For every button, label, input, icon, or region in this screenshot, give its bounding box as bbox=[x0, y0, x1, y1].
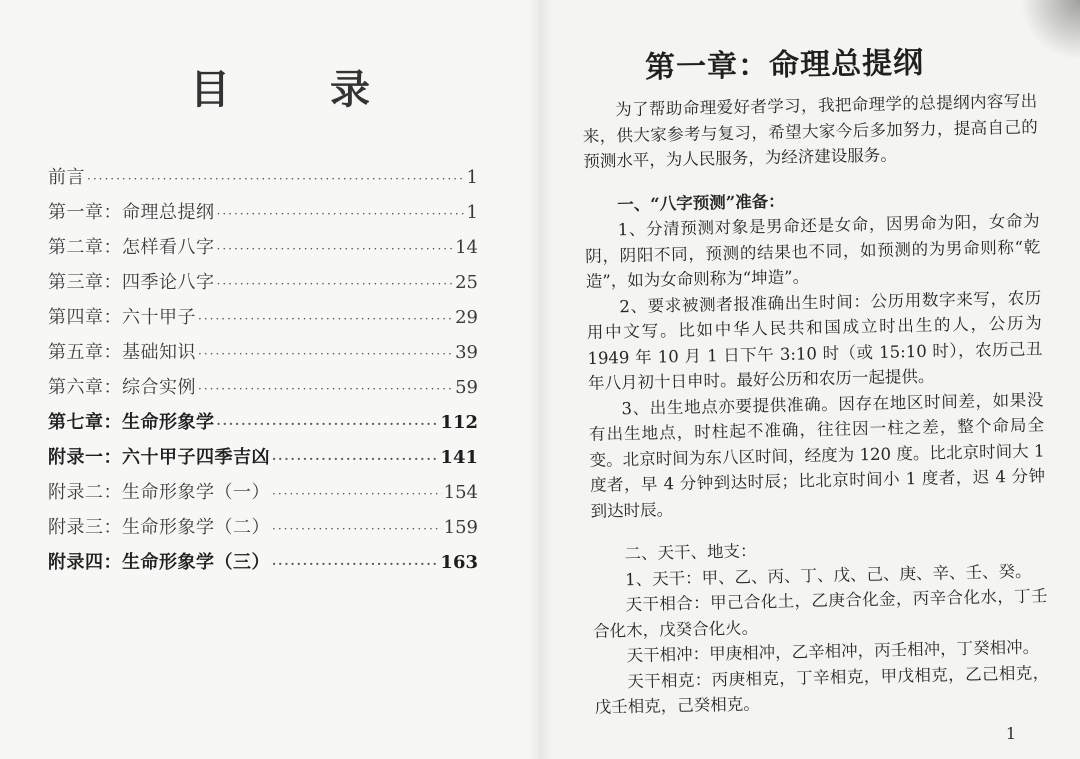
toc-title-char-1: 目 bbox=[190, 67, 230, 113]
toc-item-page: 59 bbox=[455, 377, 478, 398]
toc-title-char-2: 录 bbox=[330, 67, 370, 113]
toc-item-page: 14 bbox=[455, 237, 478, 258]
section-1-paragraph-1: 1、分清预测对象是男命还是女命，因男命为阳，女命为阴，阴阳不同，预测的结果也不同，如预测的为男命则称“乾造”，如为女命则称为“坤造”。 bbox=[585, 211, 1041, 291]
toc-item-page: 159 bbox=[443, 517, 478, 538]
toc-leader-dots bbox=[198, 312, 453, 326]
page-number: 1 bbox=[1005, 724, 1016, 743]
toc-list bbox=[48, 163, 478, 583]
section-2-paragraph-4: 天干相克：丙庚相克，丁辛相克，甲戊相克，乙己相克，戊壬相克，己癸相克。 bbox=[594, 662, 1050, 717]
toc-item-chapter-7 bbox=[48, 408, 478, 443]
toc-leader-dots bbox=[87, 172, 465, 186]
toc-item-page: 154 bbox=[443, 482, 478, 503]
toc-item-page: 1 bbox=[466, 167, 478, 188]
toc-item-appendix-2 bbox=[48, 478, 478, 513]
section-1-paragraph-2: 2、要求被测者报准确出生时间：公历用数字来写，农历用中文写。比如中华人民共和国成立时出生的人，公历为 1949 年 10 月 1 日下午 3:10 时（或 15:10 时），农历己丑年八月初十日申时。最好公历和农历一起提供。 bbox=[586, 287, 1043, 393]
book-gutter bbox=[528, 0, 552, 759]
toc-leader-dots bbox=[272, 522, 442, 536]
toc-item-page: 29 bbox=[455, 307, 478, 328]
toc-leader-dots bbox=[272, 452, 438, 466]
toc-item-label: 第二章：怎样看八字 bbox=[48, 237, 215, 258]
chapter-body bbox=[582, 88, 1050, 720]
toc-item-label: 第六章：综合实例 bbox=[48, 377, 196, 398]
toc-item-appendix-3 bbox=[48, 513, 478, 548]
toc-item-appendix-1 bbox=[48, 443, 478, 478]
toc-item-page: 112 bbox=[440, 412, 478, 433]
toc-item-chapter-6 bbox=[48, 373, 478, 408]
section-1-paragraph-3: 3、出生地点亦要提供准确。因存在地区时间差，如果没有出生地点，时柱起不准确，往往因一柱之差，整个命局全变。北京时间为东八区时间，经度为 120 度。比北京时间大 1 度者，早 4 分钟到达时辰；比北京时间小 1 度者，迟 4 分钟到达时辰。 bbox=[588, 389, 1046, 521]
toc-item-label: 第三章：四季论八字 bbox=[48, 272, 215, 293]
toc-item-label: 附录一：六十甲子四季吉凶 bbox=[48, 447, 270, 468]
toc-leader-dots bbox=[217, 277, 454, 291]
toc-item-chapter-4 bbox=[48, 303, 478, 338]
toc-leader-dots bbox=[272, 557, 438, 571]
toc-item-preface bbox=[48, 163, 478, 198]
section-1-heading: 一、“八字预测”准备： bbox=[617, 191, 785, 214]
toc-item-appendix-4 bbox=[48, 548, 478, 583]
toc-title bbox=[190, 58, 370, 115]
toc-item-page: 141 bbox=[440, 447, 478, 468]
toc-item-page: 39 bbox=[455, 342, 478, 363]
toc-item-chapter-2 bbox=[48, 233, 478, 268]
toc-item-label: 前言 bbox=[48, 167, 85, 188]
section-2-heading: 二、天干、地支： bbox=[624, 541, 757, 564]
toc-item-label: 第五章：基础知识 bbox=[48, 342, 196, 363]
toc-leader-dots bbox=[217, 417, 439, 431]
toc-item-chapter-1 bbox=[48, 198, 478, 233]
chapter-title: 第一章：命理总提纲 bbox=[644, 45, 925, 86]
toc-item-label: 第四章：六十甲子 bbox=[48, 307, 196, 328]
toc-leader-dots bbox=[272, 487, 442, 501]
toc-item-page: 25 bbox=[455, 272, 478, 293]
toc-item-label: 附录二：生命形象学（一） bbox=[48, 482, 270, 503]
scan-shadow bbox=[1020, 0, 1080, 60]
intro-paragraph: 为了帮助命理爱好者学习，我把命理学的总提纲内容写出来，供大家参考与复习，希望大家今后多加努力，提高自己的预测水平，为人民服务，为经济建设服务。 bbox=[582, 91, 1038, 171]
toc-leader-dots bbox=[198, 347, 453, 361]
toc-item-label: 附录三：生命形象学（二） bbox=[48, 517, 270, 538]
toc-leader-dots bbox=[198, 382, 453, 396]
toc-item-label: 附录四：生命形象学（三） bbox=[48, 552, 270, 573]
section-2-paragraph-2: 天干相合：甲己合化土，乙庚合化金，丙辛合化水，丁壬合化木，戊癸合化火。 bbox=[592, 586, 1048, 641]
section-2-paragraph-1: 1、天干：甲、乙、丙、丁、戊、己、庚、辛、壬、癸。 bbox=[624, 561, 1032, 589]
section-2-paragraph-3: 天干相冲：甲庚相冲，乙辛相冲，丙壬相冲，丁癸相冲。 bbox=[626, 637, 1040, 666]
toc-item-label: 第一章：命理总提纲 bbox=[48, 202, 215, 223]
toc-item-label: 第七章：生命形象学 bbox=[48, 412, 215, 433]
right-page bbox=[540, 0, 1080, 759]
toc-item-page: 1 bbox=[466, 202, 478, 223]
toc-item-chapter-3 bbox=[48, 268, 478, 303]
toc-leader-dots bbox=[217, 207, 465, 221]
toc-leader-dots bbox=[217, 242, 454, 256]
toc-item-page: 163 bbox=[440, 552, 478, 573]
toc-item-chapter-5 bbox=[48, 338, 478, 373]
